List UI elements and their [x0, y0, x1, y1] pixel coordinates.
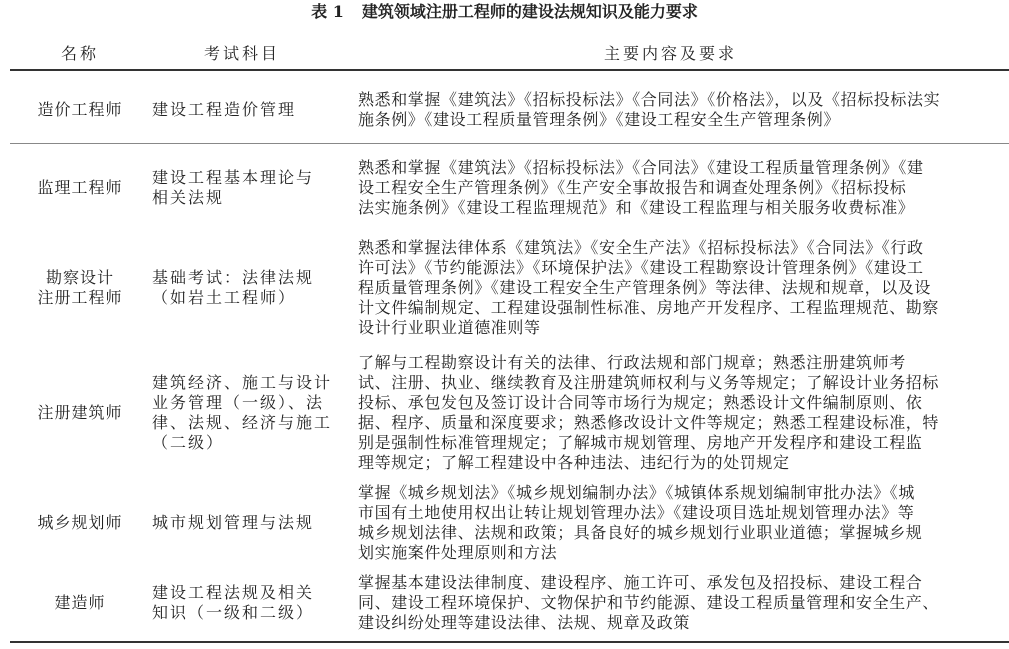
cell-content-line: 了解与工程勘察设计有关的法律、行政法规和部门规章；熟悉注册建筑师考 [358, 353, 906, 372]
cell-name-line: 注册建筑师 [37, 403, 123, 422]
cell-subject-line: 建设工程法规及相关 [152, 583, 315, 602]
cell-name [20, 403, 140, 423]
cell-subject-line: 城市规划管理与法规 [152, 513, 315, 532]
cell-content [358, 238, 983, 338]
cell-subject-line: 知识（一级和二级） [152, 603, 315, 622]
cell-subject-line: 基础考试：法律法规 [152, 268, 315, 287]
cell-subject [152, 168, 342, 208]
cell-subject-line: 建筑经济、施工与设计 [152, 373, 333, 392]
cell-content-line: 熟悉和掌握《建筑法》《招标投标法》《合同法》《价格法》，以及《招标投标法实 [358, 90, 941, 109]
cell-content [358, 90, 983, 130]
cell-content-line: 计文件编制规定、工程建设强制性标准、房地产开发程序、工程监理规范、勘察 [358, 298, 940, 317]
cell-content-line: 据、程序、质量和深度要求；熟悉修改设计文件等规定；熟悉工程建设标准，特 [358, 413, 940, 432]
cell-name [20, 268, 140, 308]
cell-content [358, 158, 983, 218]
cell-content-line: 试、注册、执业、继续教育及注册建筑师权利与义务等规定；了解设计业务招标 [358, 373, 940, 392]
cell-name-line: 勘察设计 [45, 268, 114, 287]
header-subject: 考试科目 [203, 44, 280, 63]
cell-subject [152, 583, 342, 623]
cell-name-line: 建造师 [54, 593, 106, 612]
table-title: 建筑领域注册工程师的建设法规知识及能力要求 [361, 2, 698, 21]
cell-name [20, 178, 140, 198]
table-number: 表 1 [311, 2, 344, 21]
top-rule [10, 69, 1009, 71]
cell-name-line: 造价工程师 [37, 100, 123, 119]
cell-name-line: 城乡规划师 [37, 513, 123, 532]
cell-name [20, 593, 140, 613]
cell-subject [152, 373, 342, 453]
cell-content-line: 许可法》《节约能源法》《环境保护法》《建设工程勘察设计管理条例》《建设工 [358, 258, 924, 277]
cell-content-line: 理等规定；了解工程建设中各种违法、违纪行为的处罚规定 [358, 453, 790, 472]
header-name: 名称 [60, 44, 99, 63]
cell-content [358, 353, 983, 473]
cell-subject-line: （二级） [152, 433, 225, 452]
cell-subject-line: （如岩土工程师） [152, 288, 297, 307]
cell-name-line: 监理工程师 [37, 178, 123, 197]
cell-subject [152, 268, 342, 308]
cell-subject-line: 相关法规 [152, 188, 225, 207]
cell-subject-line: 律、法规、经济与施工 [152, 413, 333, 432]
cell-subject [152, 100, 342, 120]
header-rule [10, 143, 1009, 144]
cell-subject-line: 建设工程造价管理 [152, 100, 297, 119]
bottom-rule [10, 641, 1009, 643]
cell-subject-line: 建设工程基本理论与 [152, 168, 315, 187]
cell-subject-line: 业务管理（一级）、法 [152, 393, 325, 412]
cell-content-line: 市国有土地使用权出让转让规划管理办法》《建设项目选址规划管理办法》等 [358, 503, 915, 522]
cell-content-line: 设计行业职业道德准则等 [358, 318, 541, 337]
cell-content-line: 施条例》《建设工程质量管理条例》《建设工程安全生产管理条例》 [358, 110, 841, 129]
cell-name-line: 注册工程师 [37, 288, 123, 307]
cell-content-line: 设工程安全生产管理条例》《生产安全事故报告和调查处理条例》《招标投标 [358, 178, 907, 197]
header-content: 主要内容及要求 [603, 44, 737, 63]
cell-content-line: 城乡规划法律、法规和政策；具备良好的城乡规划行业职业道德；掌握城乡规 [358, 523, 923, 542]
cell-content [358, 573, 983, 633]
cell-content-line: 建设纠纷处理等建设法律、法规、规章及政策 [358, 613, 691, 632]
cell-content-line: 熟悉和掌握法律体系《建筑法》《安全生产法》《招标投标法》《合同法》《行政 [358, 238, 924, 257]
cell-content-line: 别是强制性标准管理规定；了解城市规划管理、房地产开发程序和建设工程监 [358, 433, 923, 452]
cell-content-line: 投标、承包发包及签订设计合同等市场行为规定；熟悉设计文件编制原则、依 [358, 393, 923, 412]
cell-content-line: 程质量管理条例》《建设工程安全生产管理条例》等法律、法规和规章，以及设 [358, 278, 932, 297]
cell-content-line: 法实施条例》《建设工程监理规范》和《建设工程监理与相关服务收费标准》 [358, 198, 915, 217]
cell-content-line: 掌握基本建设法律制度、建设程序、施工许可、承发包及招投标、建设工程合 [358, 573, 923, 592]
cell-content [358, 483, 983, 563]
cell-content-line: 掌握《城乡规划法》《城乡规划编制办法》《城镇体系规划编制审批办法》《城 [358, 483, 916, 502]
cell-subject [152, 513, 342, 533]
table-caption [0, 2, 1009, 22]
cell-name [20, 100, 140, 120]
cell-name [20, 513, 140, 533]
cell-content-line: 同、建设工程环境保护、文物保护和节约能源、建设工程质量管理和安全生产、 [358, 593, 940, 612]
cell-content-line: 划实施案件处理原则和方法 [358, 543, 558, 562]
cell-content-line: 熟悉和掌握《建筑法》《招标投标法》《合同法》《建设工程质量管理条例》《建 [358, 158, 924, 177]
